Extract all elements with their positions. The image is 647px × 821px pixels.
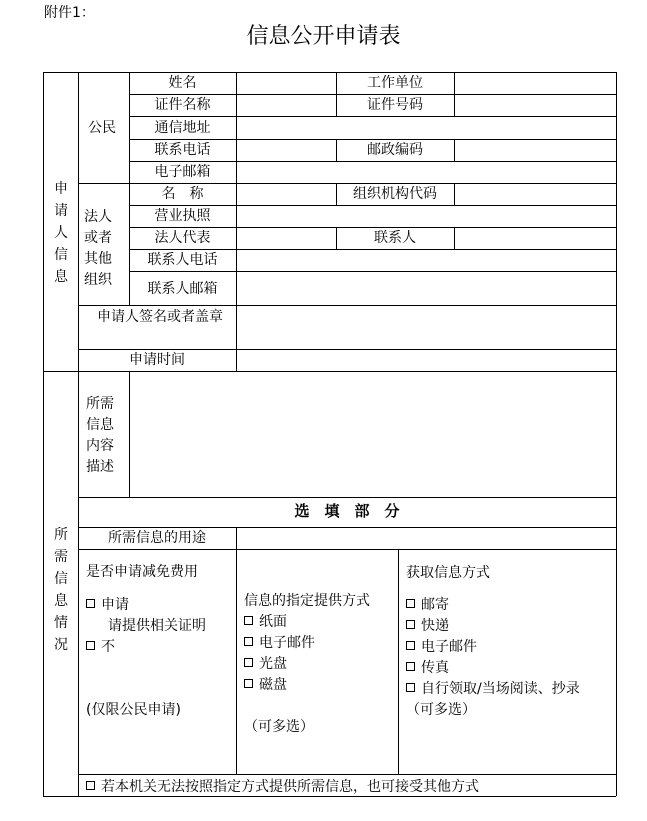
fee-note: (仅限公民申请) <box>86 702 181 718</box>
checkbox-icon <box>86 599 95 608</box>
email-label: 电子邮箱 <box>154 164 211 180</box>
optional-header: 选 填 部 分 <box>294 502 400 520</box>
workplace-label: 工作单位 <box>367 75 423 91</box>
checkbox-icon <box>244 658 253 667</box>
checkbox-icon <box>244 637 253 646</box>
address-label: 通信地址 <box>154 120 211 136</box>
org-label: 法人或者其他组织 <box>84 209 112 288</box>
name-label: 姓名 <box>168 75 197 91</box>
provide-option[interactable]: 光盘 <box>244 655 287 673</box>
fee-title: 是否申请减免费用 <box>86 564 198 580</box>
obtain-option[interactable]: 自行领取/当场阅读、抄录 <box>406 680 580 698</box>
postcode-label: 邮政编码 <box>367 142 423 158</box>
signature-label: 申请人签名或者盖章 <box>97 309 223 325</box>
obtain-option[interactable]: 邮寄 <box>406 596 449 614</box>
fee-option-no[interactable]: 不 <box>86 638 115 656</box>
checkbox-icon <box>244 679 253 688</box>
provide-note: （可多选） <box>244 719 314 735</box>
checkbox-icon <box>406 599 415 608</box>
checkbox-icon <box>406 683 415 692</box>
obtain-option[interactable]: 传真 <box>406 659 449 677</box>
phone-label: 联系电话 <box>154 142 211 158</box>
id-number-label: 证件号码 <box>367 97 423 113</box>
attachment-label: 附件1： <box>44 5 95 21</box>
org-code-label: 组织机构代码 <box>353 186 437 202</box>
obtain-option[interactable]: 电子邮件 <box>406 638 477 656</box>
provide-option[interactable]: 电子邮件 <box>244 634 315 652</box>
legal-rep-label: 法人代表 <box>154 230 211 246</box>
citizen-label: 公民 <box>88 120 116 136</box>
checkbox-icon <box>406 662 415 671</box>
apply-time-label: 申请时间 <box>129 352 185 368</box>
license-label: 营业执照 <box>154 208 211 224</box>
org-name-label: 名 称 <box>161 186 204 202</box>
applicant-group-label: 申请人信息 <box>54 181 68 285</box>
provide-option[interactable]: 磁盘 <box>244 676 287 694</box>
form-title: 信息公开申请表 <box>246 24 401 49</box>
contact-phone-label: 联系人电话 <box>147 252 218 268</box>
checkbox-icon <box>86 641 95 650</box>
purpose-label: 所需信息的用途 <box>108 530 206 546</box>
obtain-option[interactable]: 快递 <box>406 617 449 635</box>
checkbox-icon <box>406 620 415 629</box>
provide-option[interactable]: 纸面 <box>244 613 287 631</box>
request-group-label: 所需信息情况 <box>54 527 68 653</box>
provide-title: 信息的指定提供方式 <box>244 593 370 609</box>
alternative-option[interactable]: 若本机关无法按照指定方式提供所需信息，也可接受其他方式 <box>86 778 479 796</box>
fee-proof-note: 请提供相关证明 <box>108 618 206 634</box>
checkbox-icon <box>406 641 415 650</box>
contact-email-label: 联系人邮箱 <box>147 281 218 297</box>
fee-option-apply[interactable]: 申请 <box>86 596 129 614</box>
id-name-label: 证件名称 <box>154 97 211 113</box>
contact-label: 联系人 <box>374 230 416 246</box>
description-label: 所需信息内容描述 <box>86 396 114 475</box>
obtain-note: （可多选） <box>406 702 476 718</box>
obtain-title: 获取信息方式 <box>406 565 490 581</box>
checkbox-icon <box>86 781 95 790</box>
checkbox-icon <box>244 616 253 625</box>
